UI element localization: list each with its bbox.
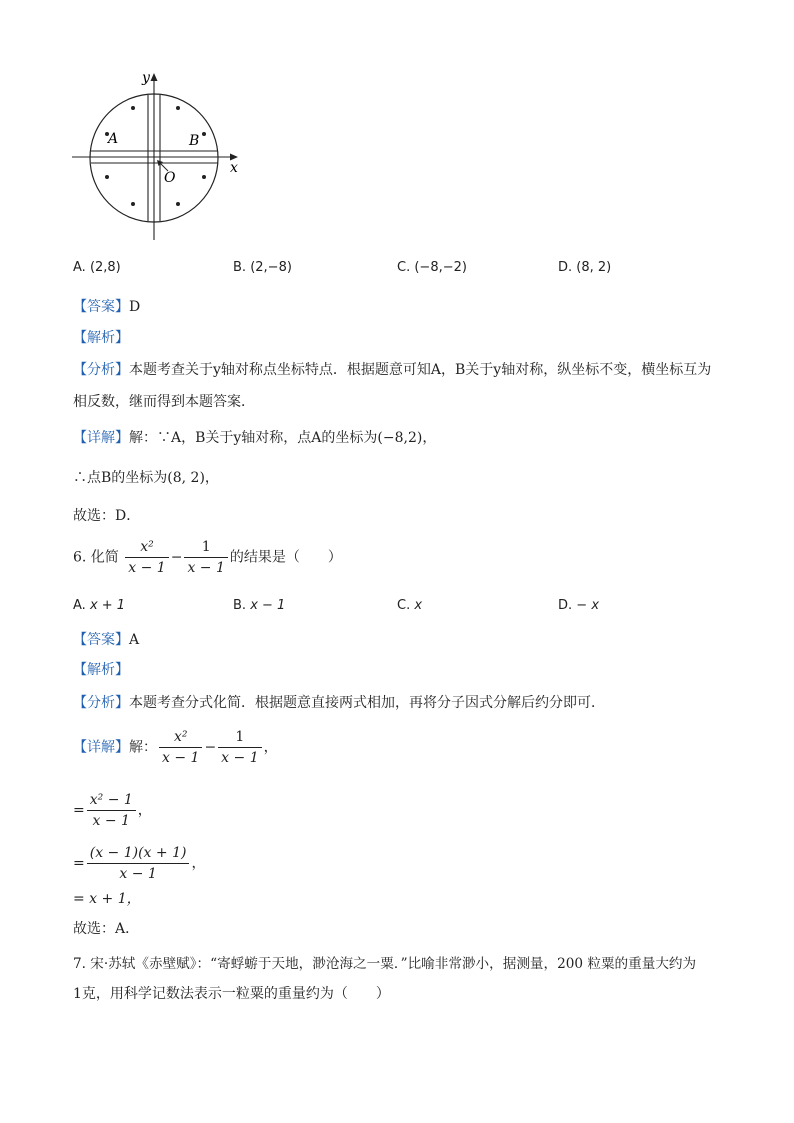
q6-frac2: $\frac{1}{x - 1}$ — [184, 537, 227, 578]
q7-stem-line2: 1克，用科学记数法表示一粒粟的重量约为（ ） — [73, 986, 390, 1002]
q6-step2: = $\frac{\text{x² − 1}}{x - 1}$ ， — [73, 792, 152, 829]
q6-frac1: $\frac{\text{x²}}{x - 1}$ — [125, 537, 168, 578]
dot — [105, 175, 109, 179]
q5-option-b[interactable]: B. (2,−8) — [233, 260, 292, 275]
dot — [131, 202, 135, 206]
q6-step4: = x + 1， — [73, 891, 141, 907]
y-label: y — [142, 70, 150, 86]
q6-option-b[interactable]: B. x − 1 — [233, 598, 286, 613]
q5-answer: 【答案】D — [73, 299, 141, 315]
q5-fenxi: 【分析】本题考查关于y轴对称点坐标特点．根据题意可知A，B关于y轴对称，纵坐标不变，横坐标互为 — [73, 362, 712, 378]
q5-detail: 【详解】解：∵A，B关于y轴对称，点A的坐标为(−8,2)， — [73, 430, 437, 446]
q5-detail-cont: ∴点B的坐标为(8, 2)， — [73, 470, 219, 486]
q6-detail-frac2: $\frac{1}{x - 1}$ — [218, 727, 261, 768]
dot — [176, 202, 180, 206]
q6-step2-frac: $\frac{\text{x² − 1}}{x - 1}$ — [87, 790, 136, 831]
dot — [202, 175, 206, 179]
q6-fenxi: 【分析】本题考查分式化简．根据题意直接两式相加，再将分子因式分解后约分即可． — [73, 695, 605, 711]
q5-option-a[interactable]: A. (2,8) — [73, 260, 121, 275]
a-label: A — [108, 131, 119, 147]
dot — [176, 106, 180, 110]
dot — [202, 132, 206, 136]
q7-stem-line1: 7. 宋·苏轼《赤壁赋》：“寄蜉蝣于天地，渺沧海之一粟．”比喻非常渺小，据测量，200 粒粟的重量大约为 — [73, 956, 697, 972]
q6-step3: = $\frac{(x - 1)(x + 1)}{x - 1}$ ， — [73, 845, 206, 882]
q5-option-c[interactable]: C. (−8,−2) — [397, 260, 467, 275]
q6-detail-frac1: $\frac{\text{x²}}{x - 1}$ — [159, 727, 202, 768]
q5-choice: 故选：D． — [73, 508, 141, 524]
q6-answer: 【答案】A — [73, 632, 140, 648]
x-label: x — [230, 160, 238, 176]
q6-step3-frac: $\frac{(x - 1)(x + 1)}{x - 1}$ — [87, 843, 190, 884]
q6-analysis-tag: 【解析】 — [73, 662, 129, 678]
q5-analysis-tag: 【解析】 — [73, 330, 129, 346]
o-label: O — [164, 170, 176, 186]
q6-option-c[interactable]: C. x — [397, 598, 423, 613]
q5-fenxi-cont: 相反数，继而得到本题答案． — [73, 394, 255, 410]
q6-option-a[interactable]: A. x + 1 — [73, 598, 126, 613]
dot — [131, 106, 135, 110]
q5-option-d[interactable]: D. (8, 2) — [558, 260, 612, 275]
y-axis-arrow — [151, 73, 158, 81]
q6-option-d[interactable]: D. − x — [558, 598, 600, 613]
q6-stem: 6. 化简 $\frac{\text{x²}}{x - 1}$ − $\frac{1}{x - 1}$ 的结果是（ ） — [73, 539, 342, 576]
q6-detail: 【详解】解： $\frac{\text{x²}}{x - 1}$ − $\frac{1}{x - 1}$ ， — [73, 729, 278, 766]
b-label: B — [189, 133, 200, 149]
coordinate-figure — [60, 65, 260, 250]
q6-choice: 故选：A． — [73, 921, 140, 937]
